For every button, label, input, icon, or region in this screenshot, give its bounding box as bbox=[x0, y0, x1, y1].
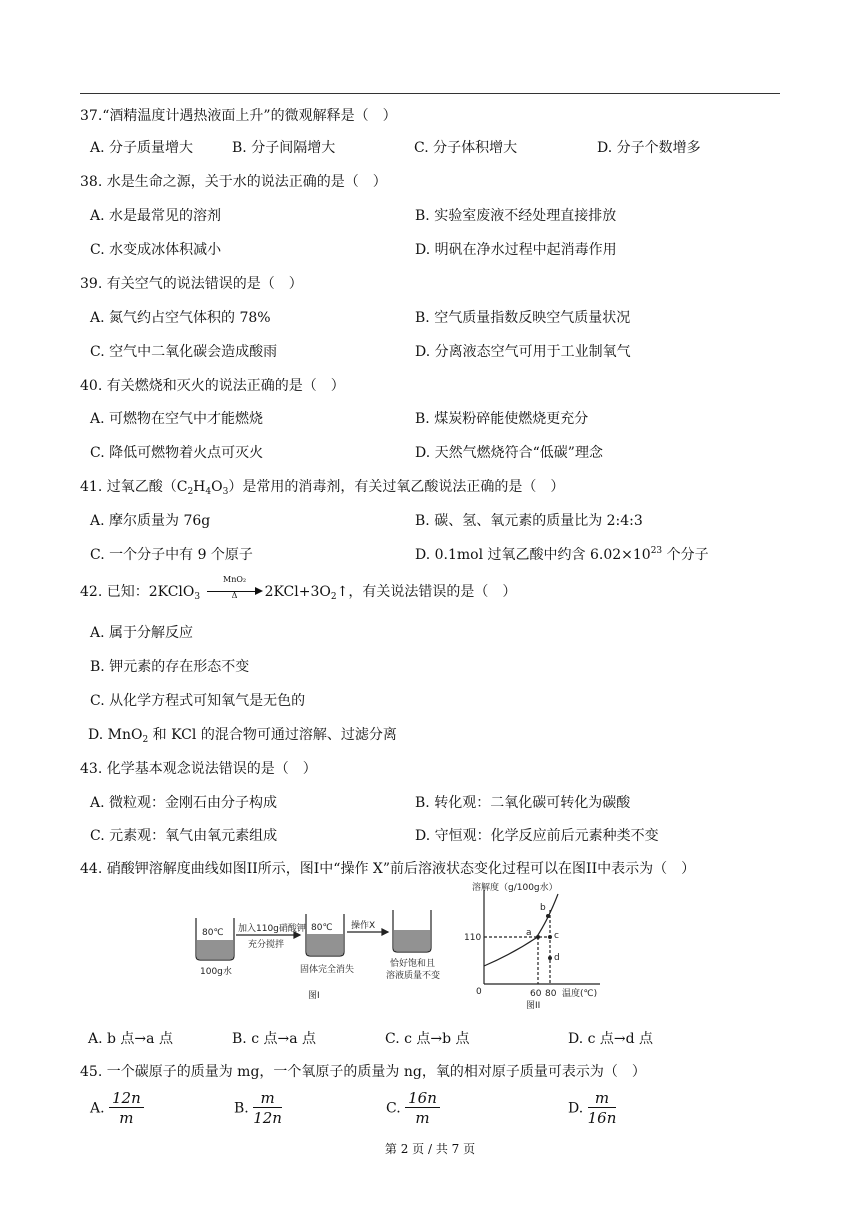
q45-option-b[interactable]: B. $\frac{m}{12n}$ bbox=[234, 1089, 282, 1127]
q38-option-b[interactable]: B. 实验室废液不经处理直接排放 bbox=[415, 208, 617, 224]
q42-option-d[interactable]: D. MnO$_2$ 和 KCl 的混合物可通过溶解、过滤分离 bbox=[88, 727, 397, 745]
point-d bbox=[548, 956, 552, 960]
q45-stem: 45. 一个碳原子的质量为 mg，一个氧原子的质量为 ng，氧的相对原子质量可表示为（ ） bbox=[80, 1064, 646, 1080]
water-label: 100g水 bbox=[200, 967, 232, 977]
q44-option-a[interactable]: A. b 点→a 点 bbox=[88, 1031, 173, 1047]
q42-stem: 42. 已知：2KClO$_3$ MnO₂ Δ $2KCl+3O_2↑$，有关说法错误的是（ ） bbox=[80, 575, 517, 602]
q45-option-a[interactable]: A. $\frac{12n}{m}$ bbox=[90, 1089, 144, 1128]
point-c bbox=[548, 935, 552, 939]
beaker-2-liquid bbox=[307, 934, 343, 955]
q45-option-c[interactable]: C. $\frac{16n}{m}$ bbox=[386, 1089, 440, 1128]
point-c-label: c bbox=[554, 931, 559, 941]
dissolved-label: 固体完全消失 bbox=[300, 965, 355, 975]
q38-option-c[interactable]: C. 水变成冰体积减小 bbox=[90, 242, 222, 258]
q41-option-c[interactable]: C. 一个分子中有 9 个原子 bbox=[90, 547, 253, 563]
header-rule bbox=[80, 93, 780, 94]
q39-stem: 39. 有关空气的说法错误的是（ ） bbox=[80, 276, 303, 292]
point-b bbox=[546, 914, 550, 918]
q41-option-a[interactable]: A. 摩尔质量为 76g bbox=[90, 513, 211, 529]
q41-stem: 41. 过氧乙酸$(C_2H_4O_3)$是常用的消毒剂，有关过氧乙酸说法正确的是（ ） bbox=[80, 479, 565, 497]
q38-option-a[interactable]: A. 水是最常见的溶剂 bbox=[90, 208, 222, 224]
q37-option-d[interactable]: D. 分子个数增多 bbox=[597, 140, 701, 156]
q38-option-d[interactable]: D. 明矾在净水过程中起消毒作用 bbox=[415, 242, 617, 258]
q37-option-b[interactable]: B. 分子间隔增大 bbox=[232, 140, 336, 156]
stir-label: 充分搅拌 bbox=[248, 940, 285, 950]
point-a-label: a bbox=[526, 928, 532, 938]
operation-x-label: 操作X bbox=[351, 921, 376, 931]
reaction-arrow: MnO₂ Δ bbox=[207, 585, 263, 599]
q40-stem: 40. 有关燃烧和灭火的说法正确的是（ ） bbox=[80, 378, 345, 394]
q40-option-d[interactable]: D. 天然气燃烧符合“低碳”理念 bbox=[415, 445, 603, 461]
q43-option-c[interactable]: C. 元素观：氧气由氧元素组成 bbox=[90, 828, 278, 844]
q44-option-d[interactable]: D. c 点→d 点 bbox=[568, 1031, 654, 1047]
q44-option-b[interactable]: B. c 点→a 点 bbox=[232, 1031, 317, 1047]
origin-label: 0 bbox=[476, 987, 482, 997]
q39-option-c[interactable]: C. 空气中二氧化碳会造成酸雨 bbox=[90, 344, 278, 360]
q39-option-a[interactable]: A. 氮气约占空气体积的 78% bbox=[90, 310, 271, 326]
q39-option-b[interactable]: B. 空气质量指数反映空气质量状况 bbox=[415, 310, 631, 326]
x-tick-60: 60 bbox=[530, 989, 542, 999]
beaker-2-temp: 80℃ bbox=[311, 923, 333, 933]
figure-1-caption: 图I bbox=[308, 991, 320, 1001]
x-axis-label: 温度(℃) bbox=[562, 989, 598, 999]
q42-option-b[interactable]: B. 钾元素的存在形态不变 bbox=[90, 659, 250, 675]
figure-1 bbox=[196, 910, 431, 960]
q39-option-d[interactable]: D. 分离液态空气可用于工业制氧气 bbox=[415, 344, 631, 360]
q44-option-c[interactable]: C. c 点→b 点 bbox=[385, 1031, 470, 1047]
result-label-2: 溶液质量不变 bbox=[386, 971, 441, 981]
point-a bbox=[536, 935, 540, 939]
q37-option-a[interactable]: A. 分子质量增大 bbox=[90, 140, 194, 156]
add-label: 加入110g硝酸钾 bbox=[238, 924, 306, 934]
q38-stem: 38. 水是生命之源，关于水的说法正确的是（ ） bbox=[80, 174, 387, 190]
beaker-3-liquid bbox=[394, 930, 430, 951]
q42-option-a[interactable]: A. 属于分解反应 bbox=[90, 625, 194, 641]
result-label-1: 恰好饱和且 bbox=[390, 959, 436, 969]
q40-option-a[interactable]: A. 可燃物在空气中才能燃烧 bbox=[90, 411, 264, 427]
q40-option-b[interactable]: B. 煤炭粉碎能使燃烧更充分 bbox=[415, 411, 589, 427]
y-axis-label: 溶解度（g/100g水） bbox=[472, 883, 558, 893]
page-footer: 第 2 页 / 共 7 页 bbox=[384, 1142, 476, 1156]
q44-figure bbox=[190, 880, 620, 1018]
solubility-curve bbox=[484, 894, 558, 966]
q41-option-b[interactable]: B. 碳、氢、氧元素的质量比为 2:4:3 bbox=[415, 513, 643, 529]
point-d-label: d bbox=[554, 953, 560, 963]
q45-option-d[interactable]: D. $\frac{m}{16n}$ bbox=[568, 1089, 617, 1127]
q44-stem: 44. 硝酸钾溶解度曲线如图II所示，图I中“操作 X”前后溶液状态变化过程可以在图II中表示为（ ） bbox=[80, 861, 696, 877]
q43-option-d[interactable]: D. 守恒观：化学反应前后元素种类不变 bbox=[415, 828, 659, 844]
q43-stem: 43. 化学基本观念说法错误的是（ ） bbox=[80, 761, 317, 777]
q40-option-c[interactable]: C. 降低可燃物着火点可灭火 bbox=[90, 445, 264, 461]
y-tick-110: 110 bbox=[464, 933, 482, 943]
figure-2-caption: 图II bbox=[526, 1001, 541, 1011]
beaker-1-temp: 80℃ bbox=[202, 928, 224, 938]
q41-option-d[interactable]: D. 0.1mol 过氧乙酸中约含 $6.02\times 10^{23}$ 个分子 bbox=[415, 546, 709, 563]
beaker-1-liquid bbox=[197, 940, 233, 959]
x-tick-80: 80 bbox=[545, 989, 557, 999]
q37-option-c[interactable]: C. 分子体积增大 bbox=[414, 140, 518, 156]
q43-option-b[interactable]: B. 转化观：二氧化碳可转化为碳酸 bbox=[415, 795, 631, 811]
q37-stem: 37.“酒精温度计遇热液面上升”的微观解释是（ ） bbox=[80, 108, 397, 124]
q42-option-c[interactable]: C. 从化学方程式可知氧气是无色的 bbox=[90, 693, 306, 709]
point-b-label: b bbox=[540, 903, 546, 913]
q43-option-a[interactable]: A. 微粒观：金刚石由分子构成 bbox=[90, 795, 278, 811]
